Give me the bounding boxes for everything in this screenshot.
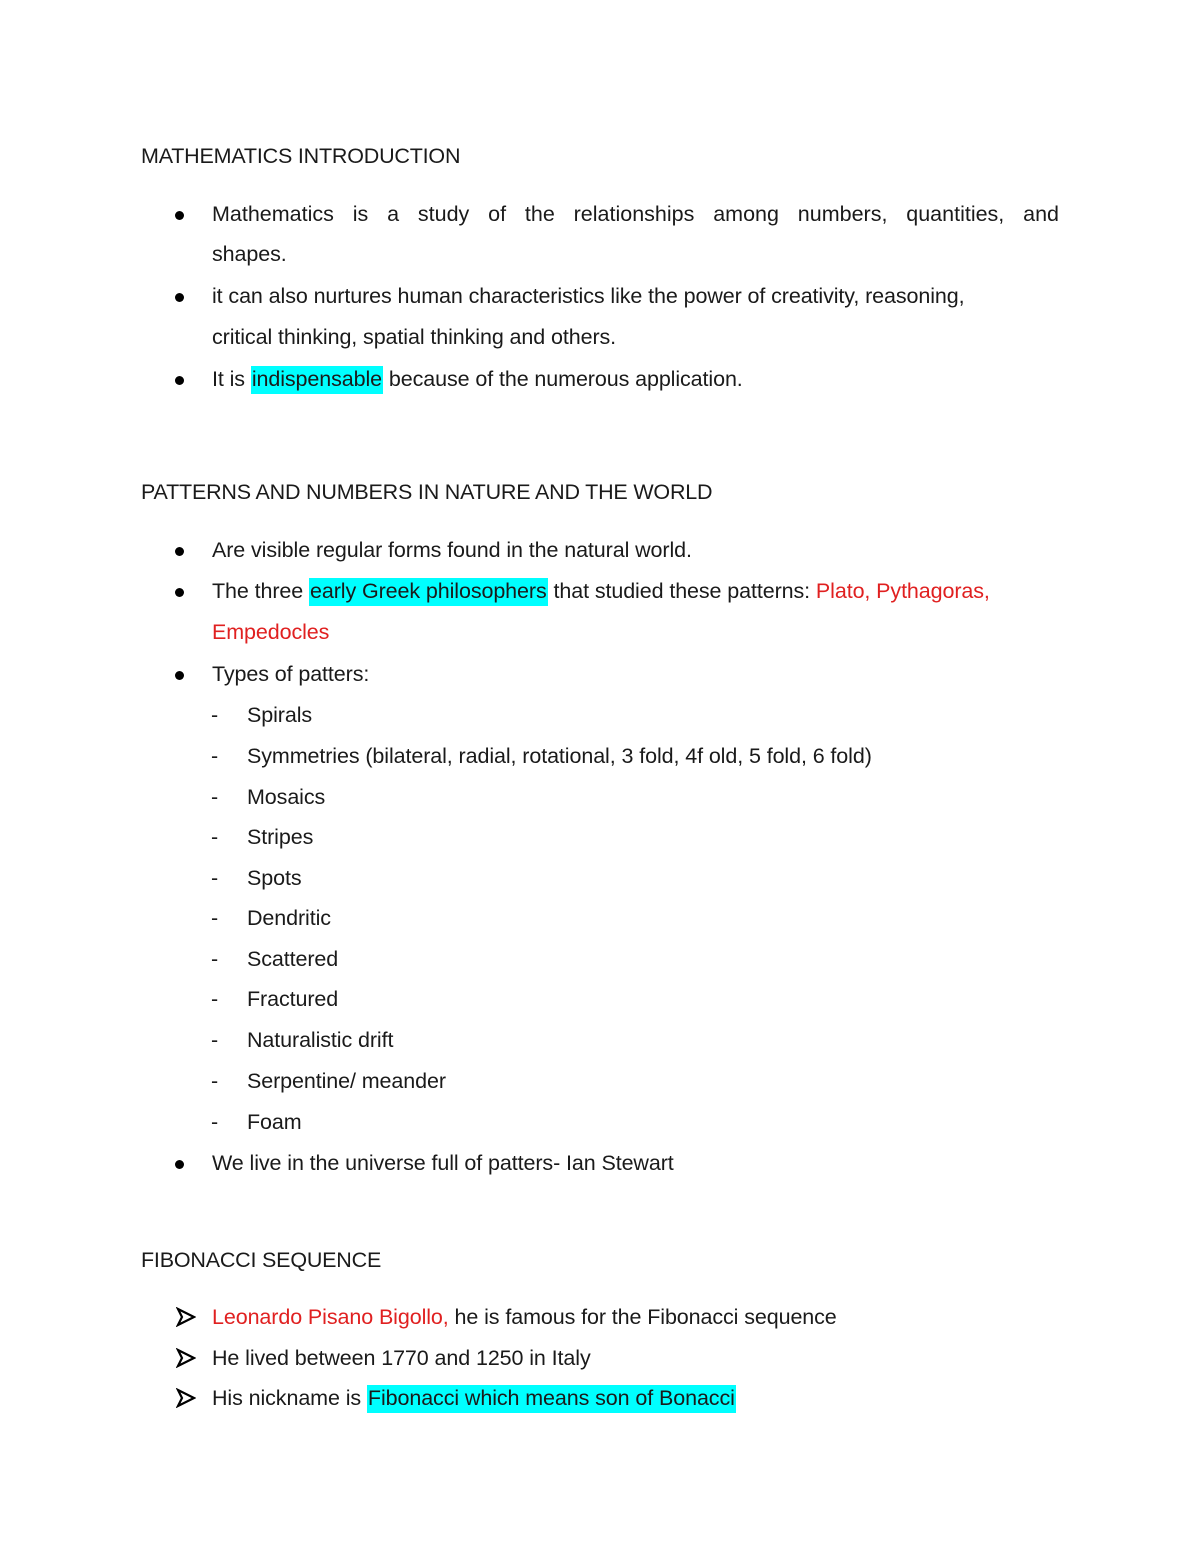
paragraph-line: Types of patters: (212, 662, 370, 686)
dash-marker: - (211, 785, 219, 809)
list-item: Mosaics (247, 785, 326, 809)
dash-marker: - (211, 947, 219, 971)
text-run: he is famous for the Fibonacci sequence (448, 1305, 837, 1329)
arrowhead-bullet-icon (176, 1307, 196, 1327)
dash-marker: - (211, 906, 219, 930)
paragraph-line (212, 1384, 736, 1412)
dash-marker: - (211, 744, 219, 768)
paragraph-line: Mathematics is a study of the relationships among numbers, quantities, and (212, 202, 1059, 226)
list-item: Serpentine/ meander (247, 1069, 446, 1093)
dash-marker: - (211, 825, 219, 849)
red-text: Plato, Pythagoras, (815, 579, 990, 603)
heading-fibonacci-sequence: FIBONACCI SEQUENCE (141, 1248, 382, 1272)
dash-marker: - (211, 703, 219, 727)
paragraph-line: He lived between 1770 and 1250 in Italy (212, 1346, 591, 1370)
list-item: Dendritic (247, 906, 331, 930)
bullet-icon (175, 376, 184, 385)
paragraph-line: it can also nurtures human characteristics like the power of creativity, reasoning, (212, 284, 965, 308)
list-item: Fractured (247, 987, 339, 1011)
dash-marker: - (211, 1110, 219, 1134)
paragraph-line (212, 1303, 837, 1331)
text-run: that studied these patterns: (547, 579, 816, 603)
text-run: It is (212, 367, 251, 391)
heading-patterns-and-numbers: PATTERNS AND NUMBERS IN NATURE AND THE WORLD (141, 480, 713, 504)
bullet-icon (175, 547, 184, 556)
dash-marker: - (211, 1069, 219, 1093)
red-text: Empedocles (212, 620, 330, 644)
paragraph-line: Are visible regular forms found in the natural world. (212, 538, 692, 562)
dash-marker: - (211, 866, 219, 890)
bullet-icon (175, 1160, 184, 1169)
bullet-icon (175, 588, 184, 597)
paragraph-line: shapes. (212, 242, 287, 266)
bullet-icon (175, 671, 184, 680)
list-item: Stripes (247, 825, 314, 849)
bullet-icon (175, 293, 184, 302)
list-item: Foam (247, 1110, 302, 1134)
paragraph-line: critical thinking, spatial thinking and others. (212, 325, 617, 349)
highlighted-text: early Greek philosophers (309, 578, 548, 606)
dash-marker: - (211, 987, 219, 1011)
highlighted-text: indispensable (251, 366, 383, 394)
list-item: Scattered (247, 947, 339, 971)
text-run: His nickname is (212, 1386, 367, 1410)
list-item: Spirals (247, 703, 313, 727)
paragraph-line (212, 365, 743, 393)
text-run: The three (212, 579, 309, 603)
heading-mathematics-introduction: MATHEMATICS INTRODUCTION (141, 144, 461, 168)
list-item: Naturalistic drift (247, 1028, 394, 1052)
arrowhead-bullet-icon (176, 1348, 196, 1368)
paragraph-line (212, 577, 990, 605)
list-item: Symmetries (bilateral, radial, rotational, 3 fold, 4f old, 5 fold, 6 fold) (247, 744, 872, 768)
red-text: Leonardo Pisano Bigollo, (212, 1305, 449, 1329)
bullet-icon (175, 211, 184, 220)
text-run: because of the numerous application. (383, 367, 743, 391)
list-item: Spots (247, 866, 302, 890)
highlighted-text: Fibonacci which means son of Bonacci (367, 1385, 736, 1413)
arrowhead-bullet-icon (176, 1388, 196, 1408)
paragraph-line: We live in the universe full of patters- Ian Stewart (212, 1151, 674, 1175)
dash-marker: - (211, 1028, 219, 1052)
